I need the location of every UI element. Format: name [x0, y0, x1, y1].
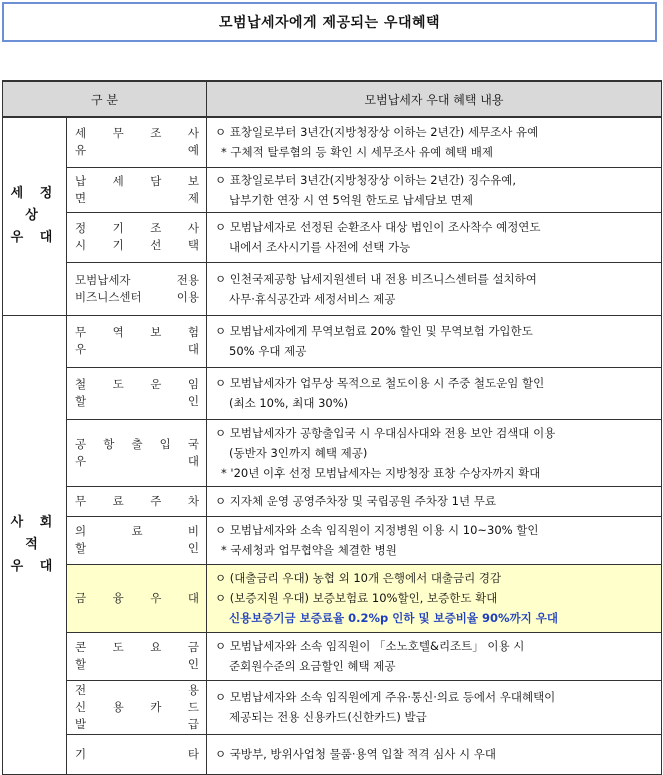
category-label: 무 역 보 험 [75, 325, 199, 339]
category-cell [67, 367, 207, 419]
category-cell [67, 632, 207, 680]
benefit-description [207, 315, 662, 367]
table-row [3, 734, 662, 774]
group-label [3, 315, 67, 774]
benefit-description [207, 117, 662, 167]
category-label: 기 타 [75, 746, 199, 761]
benefit-line: ㅇ 모범납세자가 공항출입국 시 우대심사대와 전용 보안 검색대 이용 [215, 425, 556, 440]
benefit-line: ㅇ 표창일로부터 3년간(지방청장상 이하는 2년간) 징수유예, [215, 172, 517, 187]
category-label: 금 융 우 대 [75, 590, 199, 605]
benefit-line: ㅇ 지자체 운영 공영주차장 및 국립공원 주차장 1년 무료 [215, 494, 496, 508]
benefit-description [207, 367, 662, 419]
table-row [3, 212, 662, 262]
category-cell [67, 680, 207, 734]
category-label: 모범납세자 전용 [75, 272, 199, 287]
table-row [3, 117, 662, 167]
table-row [3, 486, 662, 516]
table-row [3, 632, 662, 680]
category-cell [67, 315, 207, 367]
benefit-line: * 구체적 탈루혐의 등 확인 시 세무조사 유예 혜택 배제 [221, 145, 493, 160]
benefit-line: ㅇ 모범납세자와 소속 임직원에게 주유·통신·의료 등에서 우대혜택이 [215, 690, 556, 704]
benefit-description [207, 564, 662, 632]
benefit-line: ㅇ 국방부, 방위사업청 물품·용역 입찰 적격 심사 시 우대 [215, 747, 496, 761]
benefit-line: ㅇ 모범납세자에게 무역보험료 20% 할인 및 무역보험 가입한도 [215, 324, 533, 338]
benefit-line: ㅇ (대출금리 우대) 농협 외 10개 은행에서 대출금리 경감 [215, 571, 502, 585]
benefit-description [207, 632, 662, 680]
category-label: 할 인 [75, 394, 199, 408]
header-benefits: 모범납세자 우대 혜택 내용 [207, 81, 662, 117]
category-label: 발 급 [75, 716, 199, 731]
table-row [3, 419, 662, 486]
category-label: 신 용 카 드 [75, 699, 199, 714]
category-cell [67, 734, 207, 774]
benefit-line: 사무·휴식공간과 세정서비스 제공 [229, 291, 396, 306]
category-label: 공 항 출 입 국 [75, 436, 199, 451]
benefit-line: 제공되는 전용 신용카드(신한카드) 발급 [229, 710, 427, 724]
benefit-description [207, 486, 662, 516]
table-header-row [3, 81, 662, 117]
title-box [2, 2, 657, 42]
benefit-line: 내에서 조사시기를 사전에 선택 가능 [229, 240, 411, 254]
category-label: 세 무 조 사 [75, 126, 199, 141]
benefit-line: ㅇ 모범납세자가 업무상 목적으로 철도이용 시 주중 철도운임 할인 [215, 376, 545, 390]
category-cell [67, 167, 207, 212]
benefit-line: ㅇ 인천국제공항 납세지원센터 내 전용 비즈니스센터를 설치하여 [215, 271, 537, 286]
table-row [3, 367, 662, 419]
benefit-description [207, 167, 662, 212]
category-label: 의 료 비 [75, 524, 199, 538]
category-label: 면 제 [75, 190, 199, 205]
benefit-line: 신용보증기금 보증료율 0.2%p 인하 및 보증비율 90%까지 우대 [229, 611, 558, 625]
benefit-line: * '20년 이후 선정 모범납세자는 지방청장 표창 수상자까지 확대 [221, 465, 541, 480]
benefit-description [207, 419, 662, 486]
category-label: 철 도 운 임 [75, 377, 199, 391]
group-label-line: 우 대 [10, 230, 59, 246]
category-label: 전 용 [75, 682, 199, 697]
benefit-line: 준회원수준의 요금할인 혜택 제공 [229, 659, 396, 673]
header-category: 구 분 [3, 81, 207, 117]
category-label: 시 기 선 택 [75, 238, 199, 252]
table-row [3, 262, 662, 315]
category-cell [67, 564, 207, 632]
category-label: 정 기 조 사 [75, 221, 199, 235]
benefit-line: (동반자 3인까지 혜택 제공) [229, 445, 368, 460]
group-label-line: 사 회 적 [10, 514, 59, 552]
benefit-line: ㅇ 모범납세자와 소속 임직원이 「소노호텔&리조트」 이용 시 [215, 639, 525, 653]
benefit-line: 납부기한 연장 시 연 5억원 한도로 납세담보 면제 [229, 192, 473, 207]
category-label: 유 예 [75, 143, 199, 158]
category-label: 할 인 [75, 541, 199, 555]
group-label-line: 우 대 [10, 558, 59, 574]
category-label: 우 대 [75, 342, 199, 356]
category-label: 우 대 [75, 453, 199, 468]
benefit-line: ㅇ 모범납세자와 소속 임직원이 지정병원 이용 시 10~30% 할인 [215, 523, 539, 537]
benefit-line: ㅇ (보증지원 우대) 보증보험료 10%할인, 보증한도 확대 [215, 591, 498, 605]
category-cell [67, 516, 207, 564]
benefit-line: ㅇ 표창일로부터 3년간(지방청장상 이하는 2년간) 세무조사 유예 [215, 125, 539, 140]
table-row [3, 315, 662, 367]
table-row [3, 516, 662, 564]
benefit-line: ㅇ 모범납세자로 선정된 순환조사 대상 법인이 조사착수 예정연도 [215, 220, 541, 234]
category-label: 납 세 담 보 [75, 173, 199, 188]
benefit-description [207, 212, 662, 262]
category-label: 콘 도 요 금 [75, 640, 199, 654]
category-cell [67, 262, 207, 315]
category-cell [67, 486, 207, 516]
benefit-line: * 국세청과 업무협약을 체결한 병원 [221, 543, 397, 557]
group-label [3, 117, 67, 315]
benefit-description [207, 680, 662, 734]
category-label: 할 인 [75, 657, 199, 671]
group-label-line: 세 정 상 [10, 186, 59, 224]
category-label: 비즈니스센터 이용 [75, 289, 199, 304]
category-label: 무 료 주 차 [75, 493, 199, 508]
benefits-table [2, 80, 662, 775]
category-cell [67, 419, 207, 486]
benefit-line: 50% 우대 제공 [229, 344, 307, 358]
benefit-description [207, 734, 662, 774]
page-title: 모범납세자에게 제공되는 우대혜택 [218, 15, 441, 31]
table-row [3, 564, 662, 632]
category-cell [67, 117, 207, 167]
table-row [3, 167, 662, 212]
benefit-line: (최소 10%, 최대 30%) [229, 396, 349, 410]
benefit-description [207, 262, 662, 315]
benefit-description [207, 516, 662, 564]
category-cell [67, 212, 207, 262]
table-row [3, 680, 662, 734]
